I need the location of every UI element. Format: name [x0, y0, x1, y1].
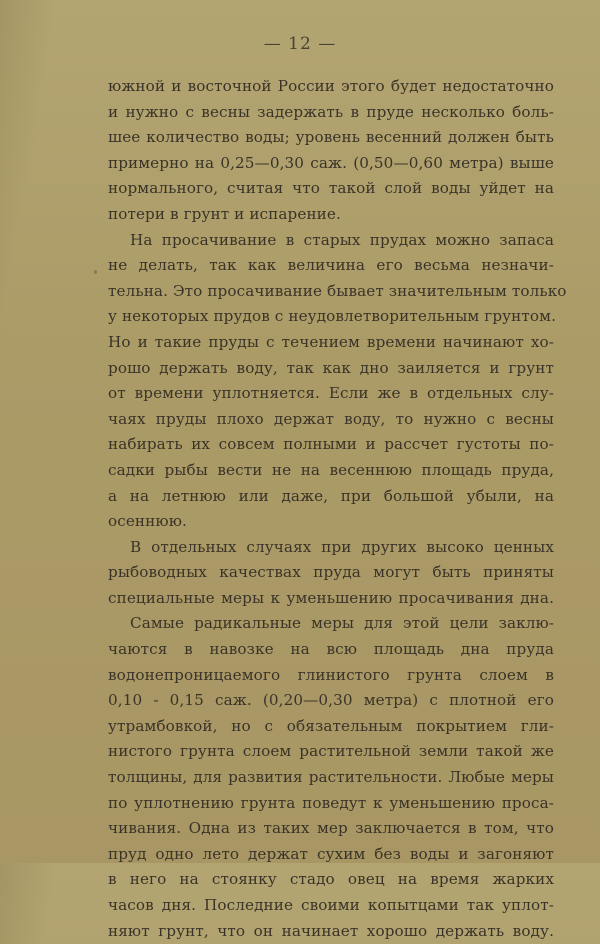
text-line: осеннюю. — [108, 512, 187, 531]
text-line: садки рыбы вести не на весеннюю площадь пруда, — [108, 460, 554, 479]
text-line: Самые радикальные меры для этой цели заклю- — [130, 614, 554, 633]
text-line: у некоторых прудов с неудовлетворительным грунтом. — [108, 307, 556, 326]
body-text — [108, 74, 567, 944]
paper-speck — [94, 270, 97, 274]
text-line: нормального, считая что такой слой воды уйдет на — [108, 179, 554, 198]
text-line: утрамбовкой, но с обязательным покрытием гли- — [108, 716, 554, 735]
text-line: В отдельных случаях при других высоко ценных — [130, 537, 554, 556]
text-line: набирать их совсем полными и рассчет густоты по- — [108, 435, 554, 454]
text-line: няют грунт, что он начинает хорошо держать воду. — [108, 921, 554, 940]
text-line: Но и такие пруды с течением времени начинают хо- — [108, 332, 554, 351]
text-line: шее количество воды; уровень весенний должен быть — [108, 128, 554, 147]
text-line: рыбоводных качествах пруда могут быть приняты — [108, 563, 554, 582]
text-line: и нужно с весны задержать в пруде несколько боль- — [108, 102, 554, 121]
text-line: а на летнюю или даже, при большой убыли, на — [108, 486, 554, 505]
text-line: 0,10 - 0,15 саж. (0,20—0,30 метра) с плотной его — [108, 691, 554, 710]
text-line: толщины, для развития растительности. Любые меры — [108, 768, 554, 787]
text-line: от времени уплотняется. Если же в отдельных слу- — [108, 384, 554, 403]
text-line: по уплотнению грунта поведут к уменьшению проса- — [108, 793, 554, 812]
page-number: — 12 — — [263, 34, 337, 54]
text-line: нистого грунта слоем растительной земли такой же — [108, 742, 554, 761]
text-line: водонепроницаемого глинистого грунта слоем в — [108, 665, 554, 684]
text-line: тельна. Это просачивание бывает значительным только — [108, 281, 567, 300]
text-line: потери в грунт и испарение. — [108, 204, 341, 223]
text-line: На просачивание в старых прудах можно запаса — [130, 230, 554, 249]
text-line: специальные меры к уменьшению просачивания дна. — [108, 588, 554, 607]
text-line: не делать, так как величина его весьма незначи- — [108, 256, 554, 275]
text-line: чаях пруды плохо держат воду, то нужно с весны — [108, 409, 554, 428]
text-line: чаются в навозке на всю площадь дна пруда — [108, 640, 554, 659]
text-line: в него на стоянку стадо овец на время жарких — [108, 870, 554, 889]
text-line: примерно на 0,25—0,30 саж. (0,50—0,60 метра) выше — [108, 153, 554, 172]
text-line: часов дня. Последние своими копытцами так уплот- — [108, 896, 554, 914]
text-line: рошо держать воду, так как дно заиляется и грунт — [108, 358, 554, 377]
text-line: чивания. Одна из таких мер заключается в том, что — [108, 819, 554, 838]
text-line: пруд одно лето держат сухим без воды и загоняют — [108, 844, 554, 863]
text-line: южной и восточной России этого будет недостаточно — [108, 77, 554, 95]
